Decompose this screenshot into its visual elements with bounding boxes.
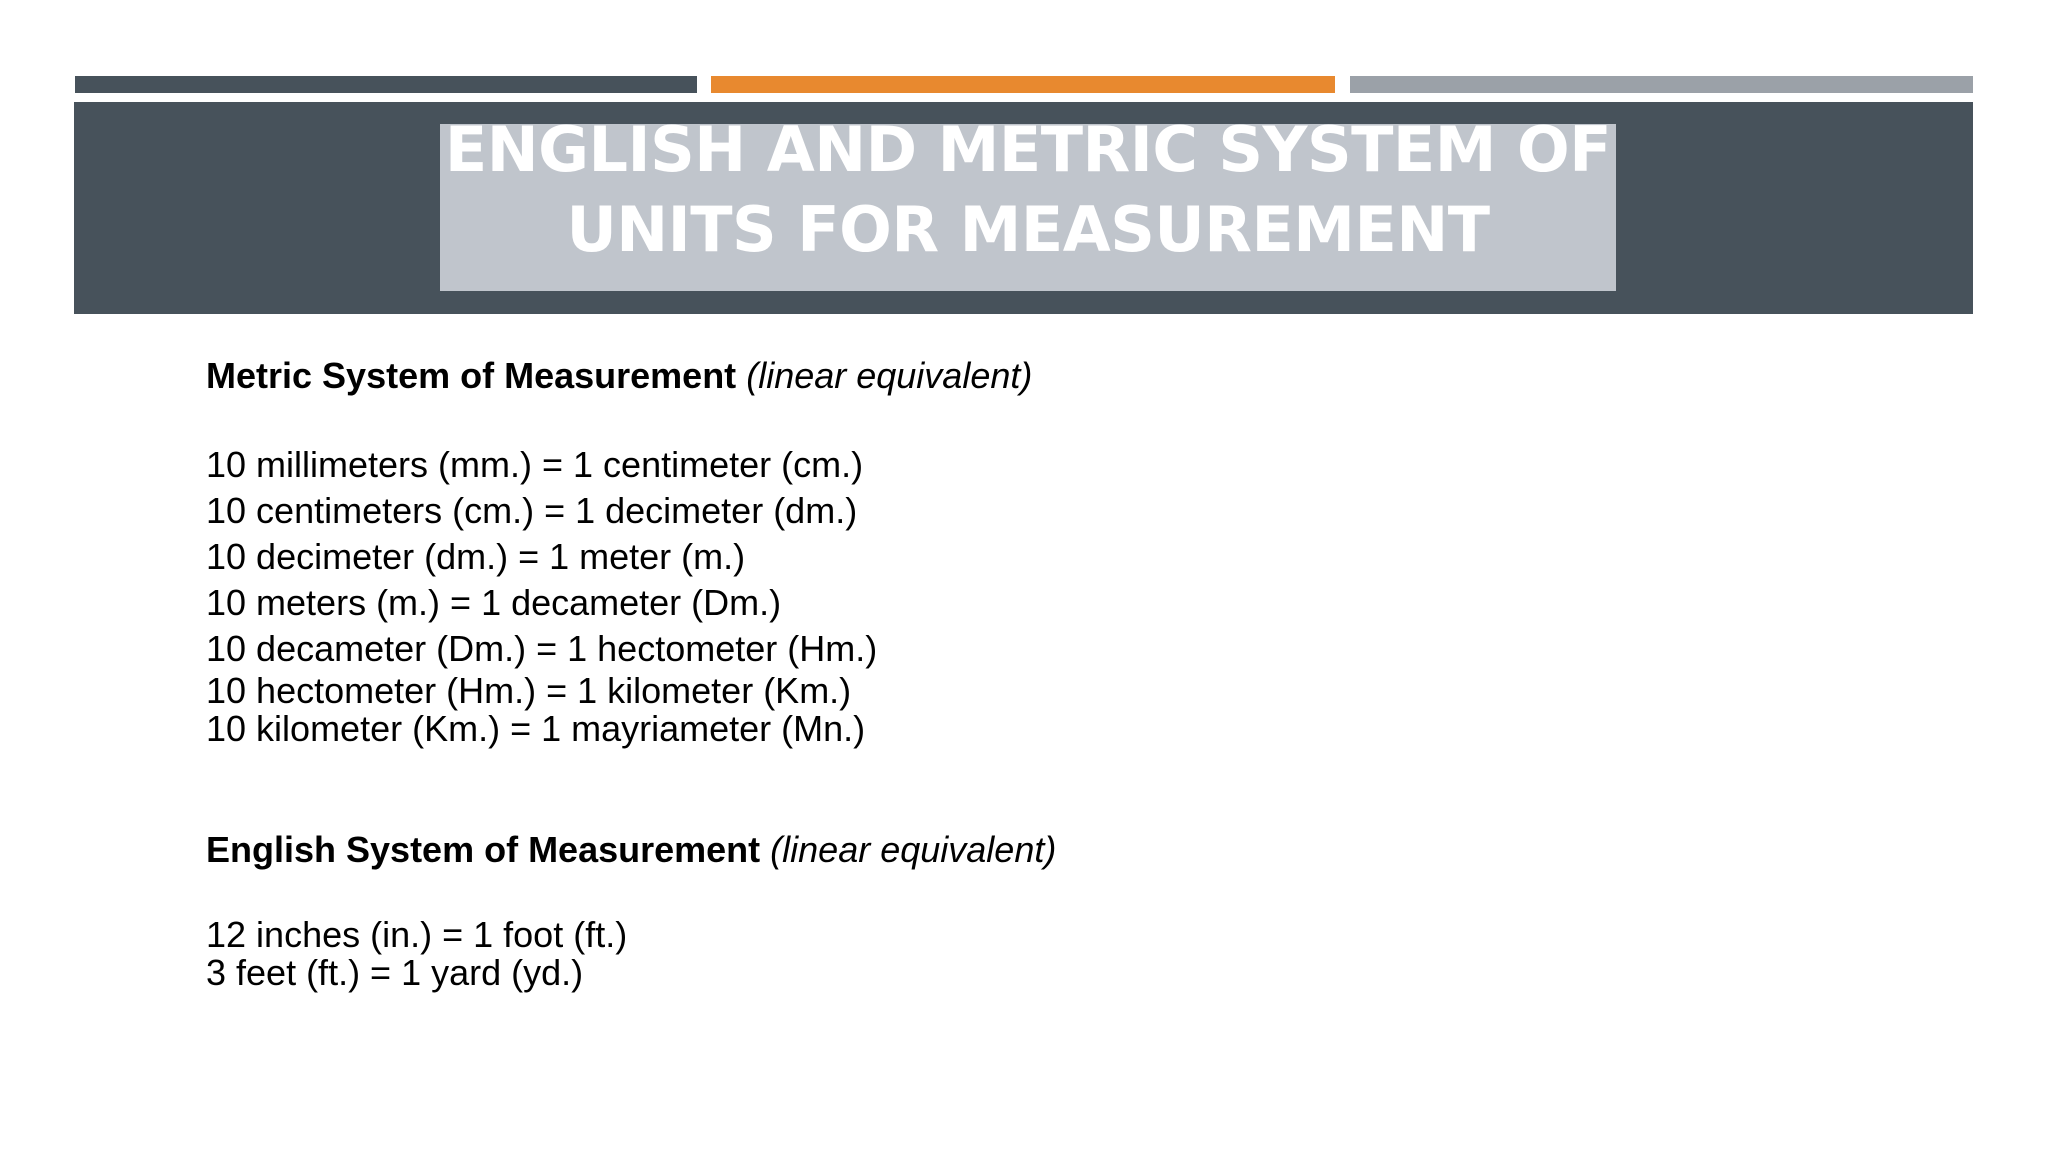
- slide-title-line-2: UNITS FOR MEASUREMENT: [566, 193, 1490, 266]
- metric-conversion-line: 10 kilometer (Km.) = 1 mayriameter (Mn.): [206, 708, 866, 749]
- slide-title-line-1: ENGLISH AND METRIC SYSTEM OF: [444, 113, 1612, 186]
- metric-conversion-list: [206, 442, 1706, 748]
- metric-conversion-line: 10 decimeter (dm.) = 1 meter (m.): [206, 536, 746, 577]
- metric-conversion-line: 10 hectometer (Hm.) = 1 kilometer (Km.): [206, 670, 852, 711]
- english-conversion-line: 3 feet (ft.) = 1 yard (yd.): [206, 952, 584, 993]
- accent-stripe-gray: [1350, 76, 1973, 93]
- metric-conversion-line: 10 millimeters (mm.) = 1 centimeter (cm.): [206, 444, 864, 485]
- metric-conversion-line: 10 meters (m.) = 1 decameter (Dm.): [206, 582, 782, 623]
- slide-content: [206, 350, 1706, 992]
- slide-title: [440, 110, 1616, 270]
- metric-conversion-line: 10 centimeters (cm.) = 1 decimeter (dm.): [206, 490, 858, 531]
- metric-heading-title: Metric System of Measurement: [206, 355, 737, 396]
- metric-conversion-line: 10 decameter (Dm.) = 1 hectometer (Hm.): [206, 628, 878, 669]
- english-conversion-list: [206, 916, 1706, 992]
- english-heading-note: (linear equivalent): [770, 829, 1057, 870]
- metric-heading-note: (linear equivalent): [746, 355, 1033, 396]
- english-heading: [206, 824, 1706, 876]
- accent-stripe-orange: [711, 76, 1335, 93]
- metric-heading: [206, 350, 1706, 402]
- accent-stripe-dark: [75, 76, 697, 93]
- english-conversion-line: 12 inches (in.) = 1 foot (ft.): [206, 914, 628, 955]
- english-heading-title: English System of Measurement: [206, 829, 761, 870]
